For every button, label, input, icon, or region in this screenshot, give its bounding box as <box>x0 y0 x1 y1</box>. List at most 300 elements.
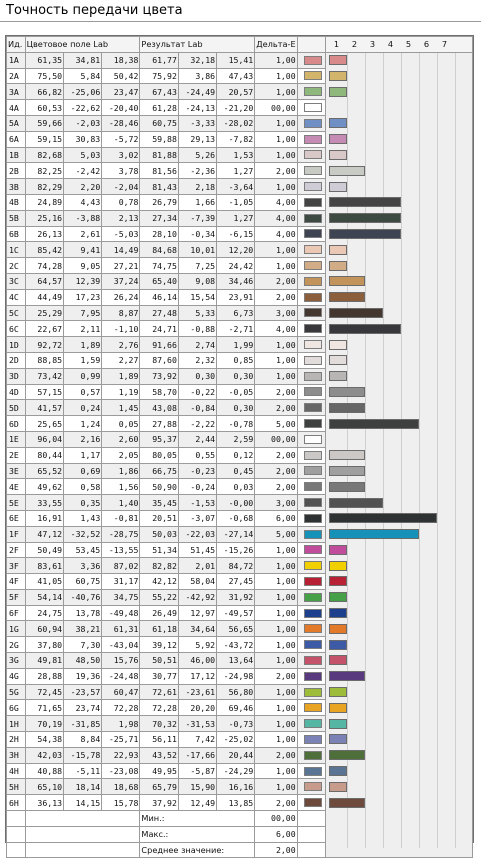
delta-e-bar <box>329 513 437 523</box>
result-b-cell: 0,85 <box>217 352 255 368</box>
header-patch-lab: Цветовое поле Lab <box>25 37 140 53</box>
color-swatch <box>304 419 322 428</box>
summary-avg-value: 2,00 <box>255 842 297 858</box>
patch-b-cell: -0,81 <box>102 510 140 526</box>
delta-e-cell: 2,00 <box>255 463 297 479</box>
result-l-cell: 72,61 <box>140 684 178 700</box>
row-id-cell: 4B <box>7 194 26 210</box>
result-l-cell: 67,43 <box>140 84 178 100</box>
delta-e-bar <box>329 245 347 255</box>
result-l-cell: 30,77 <box>140 668 178 684</box>
swatch-cell <box>297 542 325 558</box>
patch-l-cell: 70,19 <box>25 716 63 732</box>
patch-l-cell: 92,72 <box>25 337 63 353</box>
patch-b-cell: 1,98 <box>102 716 140 732</box>
result-b-cell: -6,15 <box>217 226 255 242</box>
result-a-cell: 46,00 <box>178 653 216 669</box>
patch-b-cell: 14,49 <box>102 242 140 258</box>
result-l-cell: 84,68 <box>140 242 178 258</box>
swatch-cell <box>297 668 325 684</box>
delta-e-cell: 2,00 <box>255 273 297 289</box>
patch-l-cell: 75,50 <box>25 68 63 84</box>
swatch-cell <box>297 589 325 605</box>
result-l-cell: 51,34 <box>140 542 178 558</box>
result-l-cell: 55,22 <box>140 589 178 605</box>
delta-e-cell: 2,00 <box>255 479 297 495</box>
result-b-cell: 13,85 <box>217 795 255 811</box>
result-a-cell: 5,92 <box>178 637 216 653</box>
patch-b-cell: -24,48 <box>102 668 140 684</box>
patch-b-cell: 2,27 <box>102 352 140 368</box>
row-id-cell: 6E <box>7 510 26 526</box>
result-l-cell: 46,14 <box>140 289 178 305</box>
patch-l-cell: 74,28 <box>25 258 63 274</box>
page-title: Точность передачи цвета <box>6 3 183 18</box>
patch-b-cell: 1,45 <box>102 400 140 416</box>
row-id-cell: 4F <box>7 574 26 590</box>
row-id-cell: 6F <box>7 605 26 621</box>
delta-e-cell: 4,00 <box>255 210 297 226</box>
result-l-cell: 27,48 <box>140 305 178 321</box>
patch-a-cell: 48,50 <box>64 653 102 669</box>
result-b-cell: -0,05 <box>217 384 255 400</box>
delta-e-bar <box>329 71 347 81</box>
result-a-cell: 5,26 <box>178 147 216 163</box>
result-a-cell: 2,32 <box>178 352 216 368</box>
patch-b-cell: 8,87 <box>102 305 140 321</box>
result-l-cell: 72,28 <box>140 700 178 716</box>
color-swatch <box>304 672 322 681</box>
delta-e-cell: 4,00 <box>255 226 297 242</box>
result-l-cell: 27,34 <box>140 210 178 226</box>
row-id-cell: 2D <box>7 352 26 368</box>
color-swatch <box>304 719 322 728</box>
patch-l-cell: 41,05 <box>25 574 63 590</box>
delta-e-cell: 1,00 <box>255 732 297 748</box>
delta-e-cell: 00,00 <box>255 431 297 447</box>
result-b-cell: 15,41 <box>217 52 255 68</box>
result-l-cell: 74,75 <box>140 258 178 274</box>
summary-avg-label: Среднее значение: <box>140 842 255 858</box>
row-id-cell: 4D <box>7 384 26 400</box>
delta-e-cell: 1,00 <box>255 337 297 353</box>
result-a-cell: 2,01 <box>178 558 216 574</box>
patch-a-cell: 9,41 <box>64 242 102 258</box>
color-swatch <box>304 640 322 649</box>
delta-e-cell: 1,00 <box>255 700 297 716</box>
color-swatch <box>304 214 322 223</box>
patch-l-cell: 64,57 <box>25 273 63 289</box>
delta-e-cell: 1,00 <box>255 68 297 84</box>
delta-e-bar <box>329 624 347 634</box>
result-a-cell: -17,66 <box>178 747 216 763</box>
swatch-cell <box>297 795 325 811</box>
color-swatch <box>304 435 322 444</box>
gridline <box>455 53 456 848</box>
result-b-cell: -21,20 <box>217 100 255 116</box>
color-swatch <box>304 624 322 633</box>
swatch-cell <box>297 684 325 700</box>
result-a-cell: -0,88 <box>178 321 216 337</box>
row-id-cell: 3E <box>7 463 26 479</box>
delta-e-cell: 1,00 <box>255 115 297 131</box>
result-l-cell: 91,66 <box>140 337 178 353</box>
patch-b-cell: 2,60 <box>102 431 140 447</box>
row-id-cell: 5D <box>7 400 26 416</box>
patch-l-cell: 59,66 <box>25 115 63 131</box>
patch-l-cell: 36,13 <box>25 795 63 811</box>
patch-l-cell: 72,45 <box>25 684 63 700</box>
scale-tick-label: 6 <box>423 39 430 50</box>
result-b-cell: -24,29 <box>217 763 255 779</box>
patch-a-cell: -40,76 <box>64 589 102 605</box>
result-a-cell: -23,61 <box>178 684 216 700</box>
delta-e-cell: 4,00 <box>255 321 297 337</box>
result-l-cell: 24,71 <box>140 321 178 337</box>
swatch-cell <box>297 115 325 131</box>
patch-a-cell: 1,89 <box>64 337 102 353</box>
scale-tick-label: 7 <box>441 39 448 50</box>
delta-e-bar <box>329 118 347 128</box>
patch-l-cell: 57,15 <box>25 384 63 400</box>
swatch-cell <box>297 131 325 147</box>
delta-e-bar <box>329 324 401 334</box>
result-b-cell: 69,46 <box>217 700 255 716</box>
swatch-cell <box>297 337 325 353</box>
result-l-cell: 39,12 <box>140 637 178 653</box>
result-b-cell: 20,57 <box>217 84 255 100</box>
delta-e-cell: 1,00 <box>255 84 297 100</box>
result-l-cell: 82,82 <box>140 558 178 574</box>
patch-a-cell: 17,23 <box>64 289 102 305</box>
delta-e-bar <box>329 687 347 697</box>
result-a-cell: -0,24 <box>178 479 216 495</box>
summary-blank <box>297 826 325 842</box>
patch-b-cell: 0,78 <box>102 194 140 210</box>
color-swatch <box>304 688 322 697</box>
patch-a-cell: 0,35 <box>64 495 102 511</box>
swatch-cell <box>297 700 325 716</box>
delta-e-bar <box>329 498 383 508</box>
patch-b-cell: 61,31 <box>102 621 140 637</box>
result-a-cell: 15,54 <box>178 289 216 305</box>
row-id-cell: 1D <box>7 337 26 353</box>
color-swatch <box>304 245 322 254</box>
patch-b-cell: -13,55 <box>102 542 140 558</box>
swatch-cell <box>297 305 325 321</box>
patch-l-cell: 47,12 <box>25 526 63 542</box>
patch-b-cell: 37,24 <box>102 273 140 289</box>
swatch-cell <box>297 637 325 653</box>
row-id-cell: 1G <box>7 621 26 637</box>
patch-l-cell: 66,82 <box>25 84 63 100</box>
gridline <box>365 53 366 848</box>
patch-a-cell: 60,75 <box>64 574 102 590</box>
row-id-cell: 4A <box>7 100 26 116</box>
delta-e-bar <box>329 371 347 381</box>
swatch-cell <box>297 210 325 226</box>
scale-tick-label: 1 <box>333 39 340 50</box>
color-swatch <box>304 767 322 776</box>
patch-b-cell: -5,72 <box>102 131 140 147</box>
result-b-cell: -0,73 <box>217 716 255 732</box>
patch-l-cell: 33,55 <box>25 495 63 511</box>
patch-l-cell: 25,29 <box>25 305 63 321</box>
swatch-cell <box>297 100 325 116</box>
result-l-cell: 35,45 <box>140 495 178 511</box>
swatch-cell <box>297 747 325 763</box>
delta-e-cell: 1,00 <box>255 763 297 779</box>
patch-a-cell: 1,59 <box>64 352 102 368</box>
delta-e-cell: 6,00 <box>255 510 297 526</box>
delta-e-bar <box>329 340 347 350</box>
result-b-cell: 84,72 <box>217 558 255 574</box>
patch-a-cell: -2,03 <box>64 115 102 131</box>
result-a-cell: -31,53 <box>178 716 216 732</box>
swatch-cell <box>297 653 325 669</box>
result-a-cell: -0,84 <box>178 400 216 416</box>
patch-l-cell: 37,80 <box>25 637 63 653</box>
title-divider <box>0 21 481 22</box>
result-b-cell: 0,45 <box>217 463 255 479</box>
patch-l-cell: 65,52 <box>25 463 63 479</box>
color-swatch <box>304 261 322 270</box>
patch-a-cell: 1,43 <box>64 510 102 526</box>
color-swatch <box>304 577 322 586</box>
result-a-cell: 20,20 <box>178 700 216 716</box>
swatch-cell <box>297 447 325 463</box>
result-l-cell: 43,08 <box>140 400 178 416</box>
row-id-cell: 2B <box>7 163 26 179</box>
result-a-cell: 0,55 <box>178 447 216 463</box>
result-a-cell: 17,12 <box>178 668 216 684</box>
result-b-cell: -0,68 <box>217 510 255 526</box>
color-swatch <box>304 56 322 65</box>
result-l-cell: 81,88 <box>140 147 178 163</box>
patch-a-cell: 2,61 <box>64 226 102 242</box>
patch-b-cell: 15,76 <box>102 653 140 669</box>
result-a-cell: -7,39 <box>178 210 216 226</box>
swatch-cell <box>297 352 325 368</box>
delta-e-bar <box>329 545 347 555</box>
swatch-cell <box>297 416 325 432</box>
result-a-cell: -0,34 <box>178 226 216 242</box>
patch-a-cell: 9,05 <box>64 258 102 274</box>
row-id-cell: 4C <box>7 289 26 305</box>
result-b-cell: 1,99 <box>217 337 255 353</box>
patch-l-cell: 42,03 <box>25 747 63 763</box>
patch-a-cell: 0,24 <box>64 400 102 416</box>
patch-b-cell: -20,40 <box>102 100 140 116</box>
patch-l-cell: 60,53 <box>25 100 63 116</box>
swatch-cell <box>297 258 325 274</box>
row-id-cell: 1F <box>7 526 26 542</box>
result-a-cell: 32,18 <box>178 52 216 68</box>
summary-blank <box>7 842 26 858</box>
patch-b-cell: -25,71 <box>102 732 140 748</box>
patch-a-cell: 2,20 <box>64 179 102 195</box>
swatch-cell <box>297 558 325 574</box>
result-a-cell: -3,33 <box>178 115 216 131</box>
result-a-cell: 7,42 <box>178 732 216 748</box>
row-id-cell: 5F <box>7 589 26 605</box>
result-l-cell: 60,75 <box>140 115 178 131</box>
delta-e-cell: 3,00 <box>255 305 297 321</box>
result-a-cell: -2,22 <box>178 416 216 432</box>
patch-b-cell: 2,05 <box>102 447 140 463</box>
patch-a-cell: 30,83 <box>64 131 102 147</box>
row-id-cell: 3A <box>7 84 26 100</box>
row-id-cell: 5E <box>7 495 26 511</box>
delta-e-bar <box>329 150 347 160</box>
row-id-cell: 1H <box>7 716 26 732</box>
patch-a-cell: -22,62 <box>64 100 102 116</box>
patch-l-cell: 25,65 <box>25 416 63 432</box>
result-a-cell: 15,90 <box>178 779 216 795</box>
swatch-cell <box>297 289 325 305</box>
delta-e-cell: 1,00 <box>255 653 297 669</box>
result-b-cell: -3,64 <box>217 179 255 195</box>
patch-b-cell: -43,04 <box>102 637 140 653</box>
result-b-cell: 0,30 <box>217 400 255 416</box>
row-id-cell: 6B <box>7 226 26 242</box>
gridline <box>419 53 420 848</box>
patch-a-cell: 3,36 <box>64 558 102 574</box>
delta-e-bar <box>329 719 347 729</box>
patch-a-cell: 14,15 <box>64 795 102 811</box>
color-swatch <box>304 751 322 760</box>
delta-e-cell: 2,00 <box>255 795 297 811</box>
result-l-cell: 70,32 <box>140 716 178 732</box>
patch-b-cell: 1,86 <box>102 463 140 479</box>
delta-e-bar <box>329 529 419 539</box>
result-l-cell: 81,43 <box>140 179 178 195</box>
result-l-cell: 95,37 <box>140 431 178 447</box>
scale-tick-label: 3 <box>369 39 376 50</box>
delta-e-bar <box>329 87 347 97</box>
color-swatch <box>304 277 322 286</box>
swatch-cell <box>297 621 325 637</box>
patch-a-cell: -2,42 <box>64 163 102 179</box>
result-a-cell: -5,87 <box>178 763 216 779</box>
delta-e-cell: 2,00 <box>255 668 297 684</box>
delta-e-bar <box>329 561 347 571</box>
header-result-lab: Результат Lab <box>140 37 255 53</box>
color-swatch <box>304 308 322 317</box>
result-b-cell: 2,59 <box>217 431 255 447</box>
result-b-cell: 0,12 <box>217 447 255 463</box>
result-b-cell: 16,16 <box>217 779 255 795</box>
row-id-cell: 4G <box>7 668 26 684</box>
result-a-cell: -3,07 <box>178 510 216 526</box>
summary-max-value: 6,00 <box>255 826 297 842</box>
swatch-cell <box>297 321 325 337</box>
color-swatch <box>304 103 322 112</box>
row-id-cell: 6G <box>7 700 26 716</box>
result-b-cell: 1,27 <box>217 163 255 179</box>
delta-e-cell: 2,00 <box>255 400 297 416</box>
result-b-cell: 6,73 <box>217 305 255 321</box>
patch-a-cell: 13,78 <box>64 605 102 621</box>
row-id-cell: 1A <box>7 52 26 68</box>
patch-b-cell: 23,47 <box>102 84 140 100</box>
delta-e-bar <box>329 308 383 318</box>
delta-e-bar <box>329 782 347 792</box>
result-l-cell: 61,77 <box>140 52 178 68</box>
delta-e-bar <box>329 403 365 413</box>
patch-a-cell: -3,88 <box>64 210 102 226</box>
swatch-cell <box>297 495 325 511</box>
delta-e-cell: 1,00 <box>255 258 297 274</box>
swatch-cell <box>297 431 325 447</box>
patch-a-cell: 1,17 <box>64 447 102 463</box>
patch-a-cell: 0,57 <box>64 384 102 400</box>
delta-e-cell: 5,00 <box>255 416 297 432</box>
patch-b-cell: 27,21 <box>102 258 140 274</box>
delta-e-cell: 2,00 <box>255 163 297 179</box>
patch-a-cell: 5,03 <box>64 147 102 163</box>
swatch-cell <box>297 52 325 68</box>
delta-e-bar <box>329 276 365 286</box>
scale-tick-label: 5 <box>405 39 412 50</box>
swatch-cell <box>297 479 325 495</box>
color-swatch <box>304 340 322 349</box>
summary-blank <box>25 811 140 827</box>
delta-e-bar <box>329 292 365 302</box>
patch-a-cell: 5,84 <box>64 68 102 84</box>
patch-l-cell: 24,89 <box>25 194 63 210</box>
delta-e-cell: 1,00 <box>255 242 297 258</box>
result-b-cell: 23,91 <box>217 289 255 305</box>
delta-e-bar <box>329 166 365 176</box>
result-b-cell: 31,92 <box>217 589 255 605</box>
patch-a-cell: 1,24 <box>64 416 102 432</box>
patch-a-cell: 19,36 <box>64 668 102 684</box>
delta-e-bar <box>329 576 347 586</box>
delta-e-cell: 1,00 <box>255 52 297 68</box>
color-swatch <box>304 466 322 475</box>
result-l-cell: 73,92 <box>140 368 178 384</box>
result-l-cell: 26,49 <box>140 605 178 621</box>
color-swatch <box>304 482 322 491</box>
result-l-cell: 56,11 <box>140 732 178 748</box>
color-swatch <box>304 530 322 539</box>
result-l-cell: 43,52 <box>140 747 178 763</box>
swatch-cell <box>297 194 325 210</box>
result-l-cell: 61,18 <box>140 621 178 637</box>
color-swatch <box>304 545 322 554</box>
patch-l-cell: 44,49 <box>25 289 63 305</box>
result-a-cell: 58,04 <box>178 574 216 590</box>
result-a-cell: 29,13 <box>178 131 216 147</box>
delta-e-bar <box>329 450 365 460</box>
patch-b-cell: -1,10 <box>102 321 140 337</box>
row-id-cell: 2E <box>7 447 26 463</box>
scale-tick-label: 4 <box>387 39 394 50</box>
row-id-cell: 3G <box>7 653 26 669</box>
result-b-cell: 1,53 <box>217 147 255 163</box>
patch-a-cell: -31,85 <box>64 716 102 732</box>
patch-l-cell: 82,25 <box>25 163 63 179</box>
result-b-cell: -0,78 <box>217 416 255 432</box>
delta-e-bar <box>329 466 365 476</box>
result-b-cell: 0,30 <box>217 368 255 384</box>
row-id-cell: 3H <box>7 747 26 763</box>
patch-b-cell: 31,17 <box>102 574 140 590</box>
result-a-cell: 9,08 <box>178 273 216 289</box>
result-l-cell: 20,51 <box>140 510 178 526</box>
row-id-cell: 3B <box>7 179 26 195</box>
